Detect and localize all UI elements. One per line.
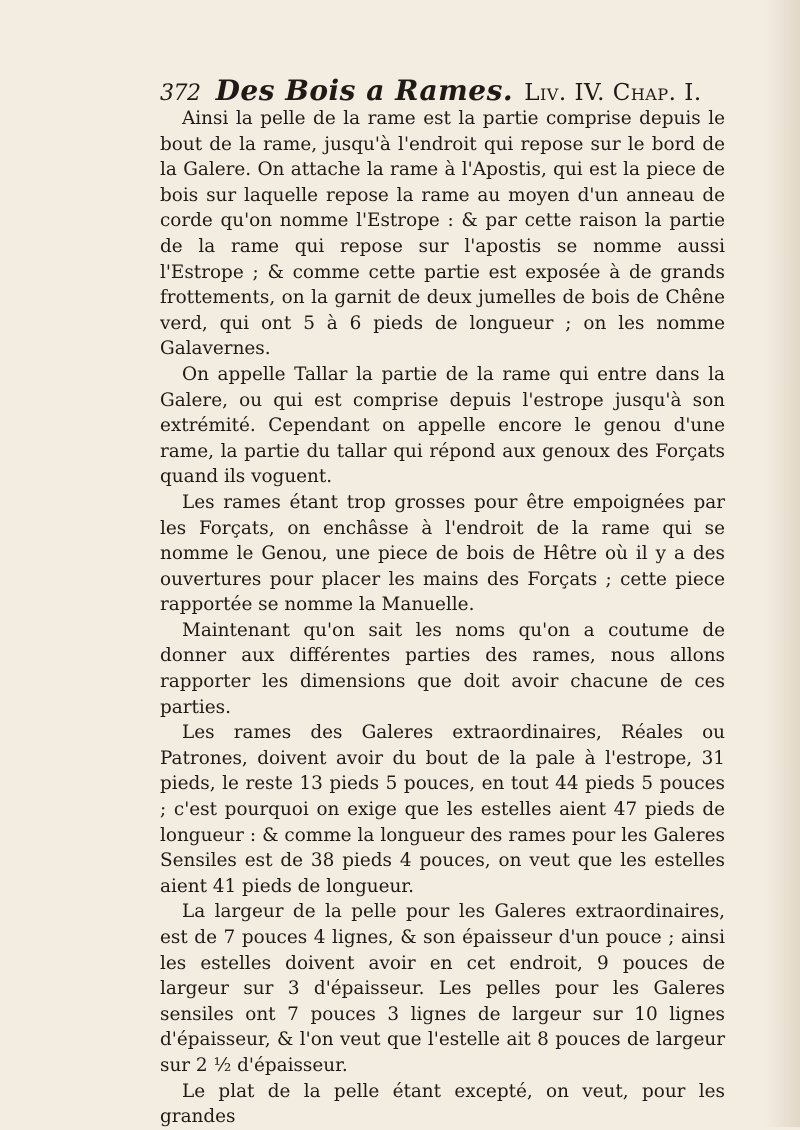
paragraph-plat-de-la-pelle: Le plat de la pelle étant excepté, on veut, pour les grandes	[160, 1080, 725, 1128]
running-title: Des Bois a Rames.	[215, 74, 514, 107]
paragraph-pelle-definition: Ainsi la pelle de la rame est la partie comprise depuis le bout de la rame, jusqu'à l'endroit qui repose sur le bord de la Galere. On attache la rame à l'Apostis, qui est la piece de bois sur laquelle repose la rame au moyen d'un anneau de corde qu'on nomme l'Estrope : & par cette raison la partie de la rame qui repose sur l'apostis se nomme aussi l'Estrope ; & comme cette partie est exposée à de grands frottements, on la garnit de deux jumelles de bois de Chêne verd, qui ont 5 à 6 pieds de longueur ; on les nomme Galavernes.	[160, 108, 725, 360]
paragraph-dimensions-intro: Maintenant qu'on sait les noms qu'on a coutume de donner aux différentes parties des rames, nous allons rapporter les dimensions que doit avoir chacune de ces parties.	[160, 619, 725, 718]
page-number: 372	[160, 81, 201, 106]
paragraph-rame-lengths: Les rames des Galeres extraordinaires, Réales ou Patrones, doivent avoir du bout de la pale à l'estrope, 31 pieds, le reste 13 pieds 5 pouces, en tout 44 pieds 5 pouces ; c'est pourquoi on exige que les estelles aient 47 pieds de longueur : & comme la longueur des rames pour les Galeres Sensiles est de 38 pieds 4 pouces, on veut que les estelles aient 41 pieds de longueur.	[160, 722, 725, 897]
page-edge-shadow	[766, 0, 800, 1127]
running-subtitle: Liv. IV. Chap. I.	[524, 80, 702, 106]
body-text	[160, 106, 725, 1130]
paragraph-tallar: On appelle Tallar la partie de la rame qui entre dans la Galere, ou qui est comprise depuis l'estrope jusqu'à son extrémité. Cependant on appelle encore le genou d'une rame, la partie du tallar qui répond aux genoux des Forçats quand ils voguent.	[160, 363, 725, 488]
paragraph-pelle-width: La largeur de la pelle pour les Galeres extraordinaires, est de 7 pouces 4 lignes, & son épaisseur d'un pouce ; ainsi les estelles doivent avoir en cet endroit, 9 pouces de largeur sur 3 d'épaisseur. Les pelles pour les Galeres sensiles ont 7 pouces 3 lignes de largeur sur 10 lignes d'épaisseur, & l'on veut que l'estelle ait 8 pouces de largeur sur 2 ½ d'épaisseur.	[160, 901, 725, 1076]
paragraph-manuelle: Les rames étant trop grosses pour être empoignées par les Forçats, on enchâsse à l'endroit de la rame qui se nomme le Genou, une piece de bois de Hêtre où il y a des ouvertures pour placer les mains des Forçats ; cette piece rapportée se nomme la Manuelle.	[160, 491, 725, 616]
running-header	[160, 74, 720, 108]
